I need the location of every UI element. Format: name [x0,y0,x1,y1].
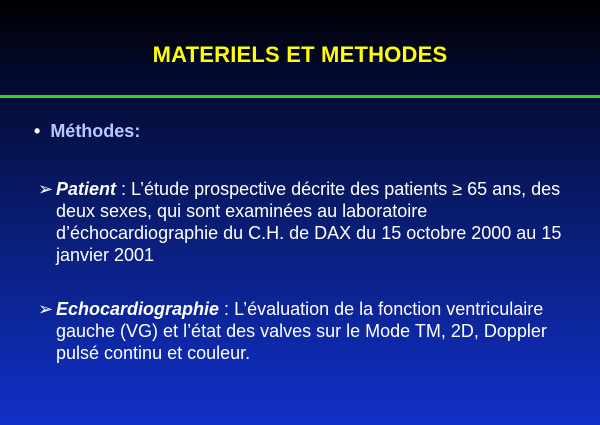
item-text: L’étude prospective décrite des patients ≥ 65 ans, des deux sexes, qui sont examinées au laboratoire d’échocardiographie du C.H. de DAX du 15 octobre 2000 au 15 janvier 2001 [56,179,562,265]
bullet-dot-icon: • [34,121,41,141]
title-divider [0,95,600,98]
item-term: Patient [56,179,117,199]
item-term: Echocardiographie [56,299,220,319]
slide-title: MATERIELS ET METHODES [152,42,448,67]
arrow-bullet-icon: ➢ [38,299,54,319]
list-item-patient [38,178,578,266]
item-separator: : [219,299,235,319]
arrow-bullet-icon: ➢ [38,179,54,199]
section-heading [34,121,140,142]
item-separator: : [116,179,132,199]
item-text: L’évaluation de la fonction ventriculaire gauche (VG) et l’état des valves sur le Mode TM, 2D, Doppler pulsé continu et couleur. [56,299,547,363]
section-heading-label: Méthodes: [50,121,141,141]
list-item-echocardiographie [38,298,578,364]
